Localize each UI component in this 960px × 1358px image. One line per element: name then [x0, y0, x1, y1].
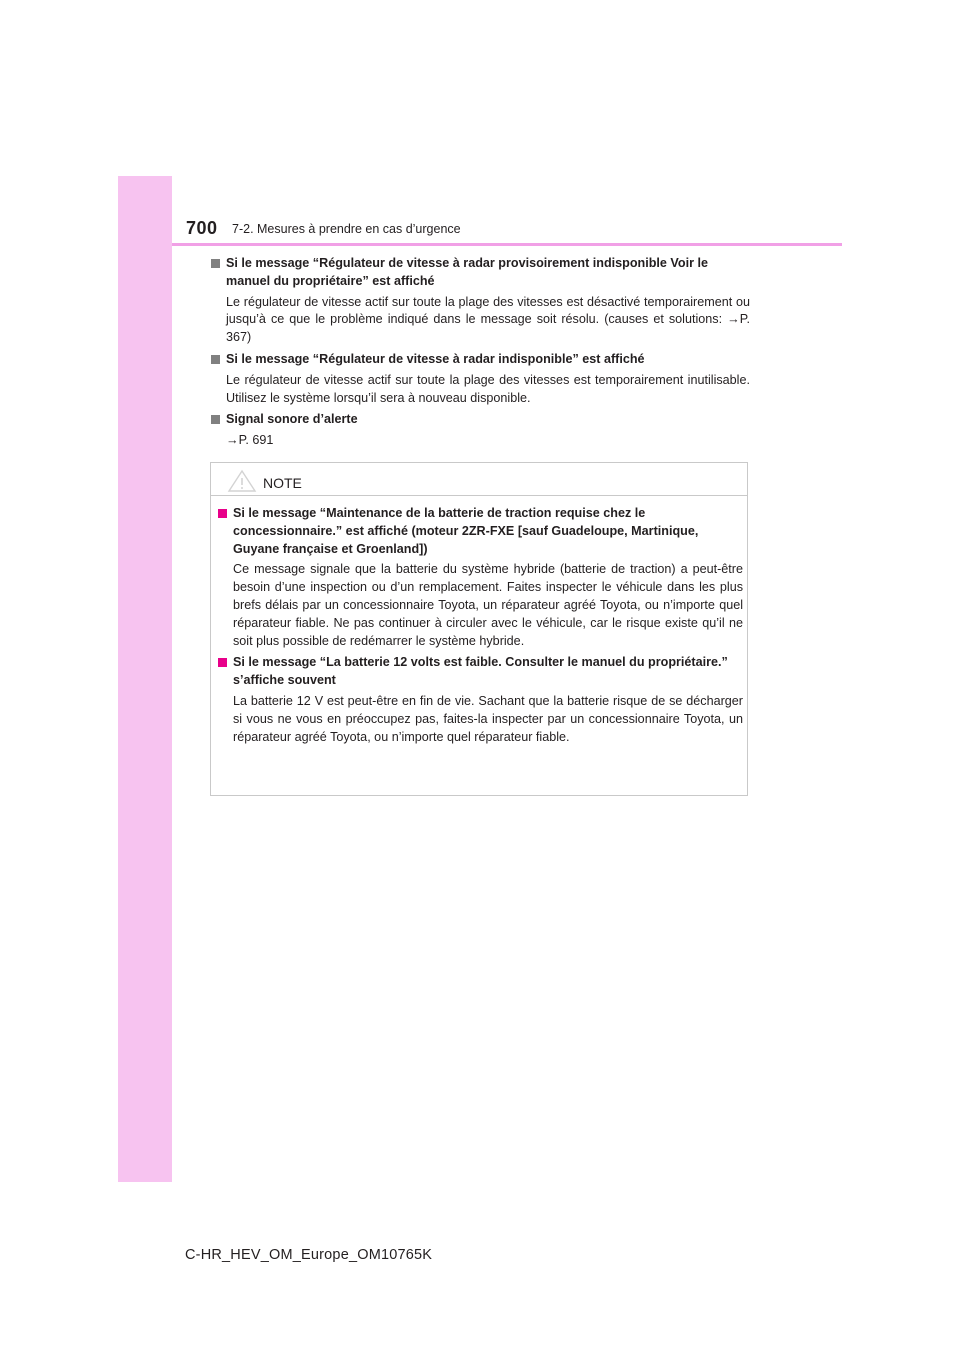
note-box — [210, 462, 748, 796]
note-item-heading-text: Si le message “La batterie 12 volts est faible. Consulter le manuel du propriétaire.” s’affiche souvent — [233, 655, 728, 688]
main-content — [210, 255, 750, 454]
page-reference-link[interactable]: →P. 691 — [226, 433, 274, 448]
item-heading — [210, 255, 750, 291]
document-code: C-HR_HEV_OM_Europe_OM10765K — [185, 1247, 433, 1263]
page-number: 700 — [186, 218, 218, 238]
square-bullet-icon — [211, 355, 220, 364]
square-bullet-icon — [218, 509, 227, 518]
note-item — [217, 505, 743, 650]
item-heading — [210, 351, 750, 369]
item-body: Le régulateur de vitesse actif sur toute la plage des vitesses est temporairement inutilisable. Utilisez le système lorsqu’il sera à nouveau disponible. — [226, 372, 750, 405]
side-color-band — [118, 176, 172, 1182]
section-title: 7-2. Mesures à prendre en cas d’urgence — [232, 222, 461, 236]
item-heading — [210, 411, 750, 429]
note-label: NOTE — [263, 475, 302, 491]
list-item — [210, 255, 750, 347]
note-item-body: Ce message signale que la batterie du système hybride (batterie de traction) a peut-être besoin d’une inspection ou d’un remplacement. Faites inspecter le véhicule dans les plus brefs délais par un concessionnaire Toyota, un réparateur agréé Toyota, ou n’importe quel réparateur fiable. Ne pas continuer à circuler avec le véhicule, car le risque existe qu’il ne soit plus possible de redémarrer le système hybride. — [233, 562, 743, 648]
note-item-body: La batterie 12 V est peut-être en fin de vie. Sachant que la batterie risque de se décharger si vous ne vous en préoccupez pas, faites-la inspecter par un concessionnaire Toyota, un réparateur agréé Toyota, ou n’importe quel réparateur fiable. — [233, 693, 743, 744]
square-bullet-icon — [211, 415, 220, 424]
warning-triangle-icon — [227, 469, 257, 493]
note-item-heading-text: Si le message “Maintenance de la batterie de traction requise chez le concessionnaire.” est affiché (moteur 2ZR-FXE [sauf Guadeloupe, Martinique, Guyane française et Groenland]) — [233, 506, 699, 556]
list-item — [210, 411, 750, 450]
note-item — [217, 654, 743, 746]
item-heading-text: Signal sonore d’alerte — [226, 412, 358, 427]
square-bullet-icon — [211, 259, 220, 268]
note-content — [217, 505, 743, 750]
note-item-heading — [217, 654, 743, 690]
note-divider — [211, 495, 747, 496]
item-heading-text: Si le message “Régulateur de vitesse à radar provisoirement indisponible Voir le manuel du propriétaire” est affiché — [226, 256, 708, 288]
list-item — [210, 351, 750, 407]
item-body: Le régulateur de vitesse actif sur toute la plage des vitesses est désactivé temporairement ou jusqu’à ce que le problème indiqué dans le message soit résolu. (causes et solutions: →P. 367) — [226, 294, 750, 345]
square-bullet-icon — [218, 658, 227, 667]
item-heading-text: Si le message “Régulateur de vitesse à radar indisponible” est affiché — [226, 351, 645, 366]
note-item-heading — [217, 505, 743, 558]
header-rule — [172, 243, 842, 246]
